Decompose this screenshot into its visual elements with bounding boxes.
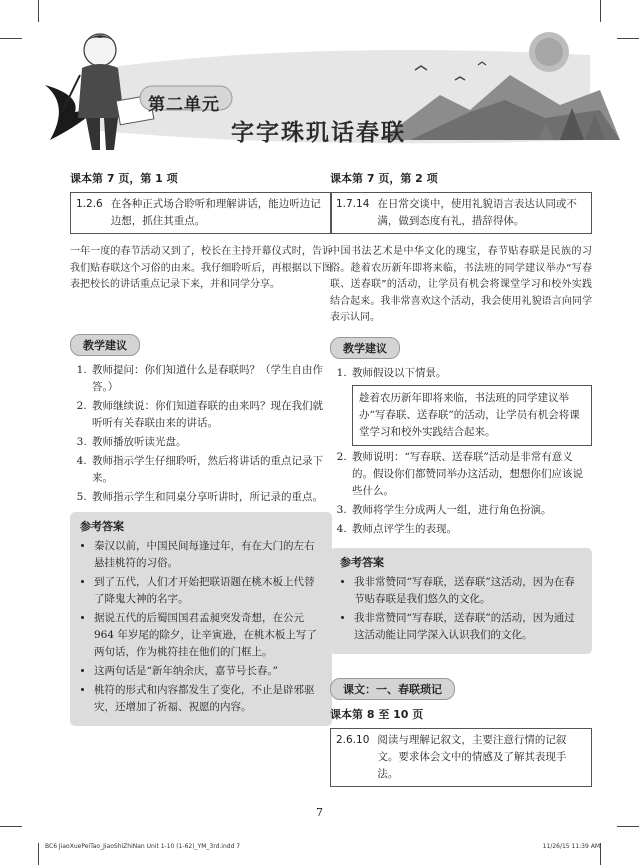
teaching-step (350, 365, 592, 446)
print-date: 11/26/15 11:39 AM (542, 843, 600, 850)
print-file-name: BC6 JiaoXuePeiTao_JiaoShiZhiNan Unit 1-10 (1-62)_YM_3rd.indd 7 (45, 843, 241, 850)
answer-item: • 据说五代的后蜀国国君孟昶突发奇想，在公元 964 年岁尾的除夕，让辛寅逊，在桃木板上写了两句话，作为桃符挂在他们的门框上。 (94, 610, 322, 661)
crop-mark (0, 826, 22, 827)
teaching-step: 5. 教师指示学生和同桌分享听讲时，所记录的重点。 (90, 489, 332, 506)
lesson-title: 字字珠玑话春联 (231, 120, 406, 146)
teaching-step: 2. 教师说明：“写春联、送春联”活动是非常有意义的。假设你们都赞同举办这活动，想想你们应该说些什么。 (350, 449, 592, 500)
teaching-step: 4. 教师指示学生仔细聆听，然后将讲话的重点记录下来。 (90, 453, 332, 487)
print-footer (45, 843, 600, 850)
teaching-step: 3. 教师播放听读光盘。 (90, 434, 332, 451)
teaching-step: 1. 教师提问：你们知道什么是春联吗？（学生自由作答。） (90, 362, 332, 396)
left-column (70, 170, 332, 726)
teaching-step: 2. 教师继续说：你们知道春联的由来吗？现在我们就听听有关春联由来的讲话。 (90, 398, 332, 432)
reference-answers-box (330, 548, 592, 654)
answer-item: • 秦汉以前，中国民间每逢过年，有在大门的左右悬挂桃符的习俗。 (94, 538, 322, 572)
page-number: 7 (316, 806, 323, 819)
answer-item: • 我非常赞同“写春联，送春联”这活动，因为在春节贴春联是我们悠久的文化。 (354, 574, 582, 608)
standard-text: 在日常交谈中，使用礼貌语言表达认同或不满，做到态度有礼，措辞得体。 (377, 198, 577, 227)
textbook-reference: 课本第 7 页，第 2 项 (330, 172, 438, 185)
standard-text: 阅读与理解记叙文，主要注意行情的记叙文。要求体会文中的情感及了解其表现手法。 (377, 733, 567, 780)
activity-description: 中国书法艺术是中华文化的瑰宝，春节贴春联是民族的习俗。趁着农历新年即将来临，书法班的同学建议举办“写春联、送春联”的活动，让学员有机会将课堂学习和校外实践结合起来。我非常喜欢这个活动，我会使用礼貌语言向同学表示认同。 (330, 246, 592, 323)
answer-item: • 桃符的形式和内容都发生了变化，不止是辟邪驱灾，还增加了祈福、祝愿的内容。 (94, 682, 322, 716)
teaching-step: 3. 教师将学生分成两人一组，进行角色扮演。 (350, 502, 592, 519)
crop-mark (600, 843, 601, 865)
standard-code: 1.2.6 (76, 198, 103, 210)
answer-item: • 这两句话是“新年纳余庆，嘉节号长春。” (94, 663, 322, 680)
scenario-box: 趁着农历新年即将来临，书法班的同学建议举办“写春联、送春联”的活动，让学员有机会将课堂学习和校外实践结合起来。 (352, 385, 592, 446)
learning-standard-box (330, 192, 592, 234)
teaching-steps (330, 365, 592, 538)
teaching-suggestion-label: 教学建议 (330, 337, 400, 359)
activity-description: 一年一度的春节活动又到了，校长在主持开幕仪式时，告诉我们贴春联这个习俗的由来。我仔细聆听后，再根据以下图表把校长的讲话重点记录下来，并和同学分享。 (70, 246, 332, 290)
teaching-step: 4. 教师点评学生的表现。 (350, 521, 592, 538)
teaching-suggestion-label: 教学建议 (70, 334, 140, 356)
answer-item: • 我非常赞同“写春联，送春联”的活动，因为通过这活动能让同学深入认识我们的文化。 (354, 610, 582, 644)
reference-answers-title: 参考答案 (80, 519, 124, 533)
reference-answers-box (70, 512, 332, 726)
textbook-reference: 课本第 8 至 10 页 (330, 707, 424, 721)
crop-mark (38, 843, 39, 865)
textbook-reference: 课本第 7 页，第 1 项 (70, 172, 178, 185)
reference-answers-title: 参考答案 (340, 555, 384, 569)
teaching-step-text: 教师假设以下情景。 (352, 366, 447, 379)
learning-standard-box (70, 192, 332, 234)
standard-code: 1.7.14 (336, 198, 370, 210)
crop-mark (617, 826, 639, 827)
answer-item: • 到了五代，人们才开始把联语题在桃木板上代替了降鬼大神的名字。 (94, 574, 322, 608)
learning-standard-box (330, 728, 592, 787)
standard-text: 在各种正式场合聆听和理解讲话，能边听边记边想，抓住其重点。 (110, 198, 321, 227)
teaching-steps (70, 362, 332, 506)
lesson-text-label: 课文：一、春联琐记 (330, 678, 455, 700)
right-column (330, 170, 592, 797)
unit-label: 第二单元 (148, 95, 220, 115)
standard-code: 2.6.10 (336, 733, 370, 746)
